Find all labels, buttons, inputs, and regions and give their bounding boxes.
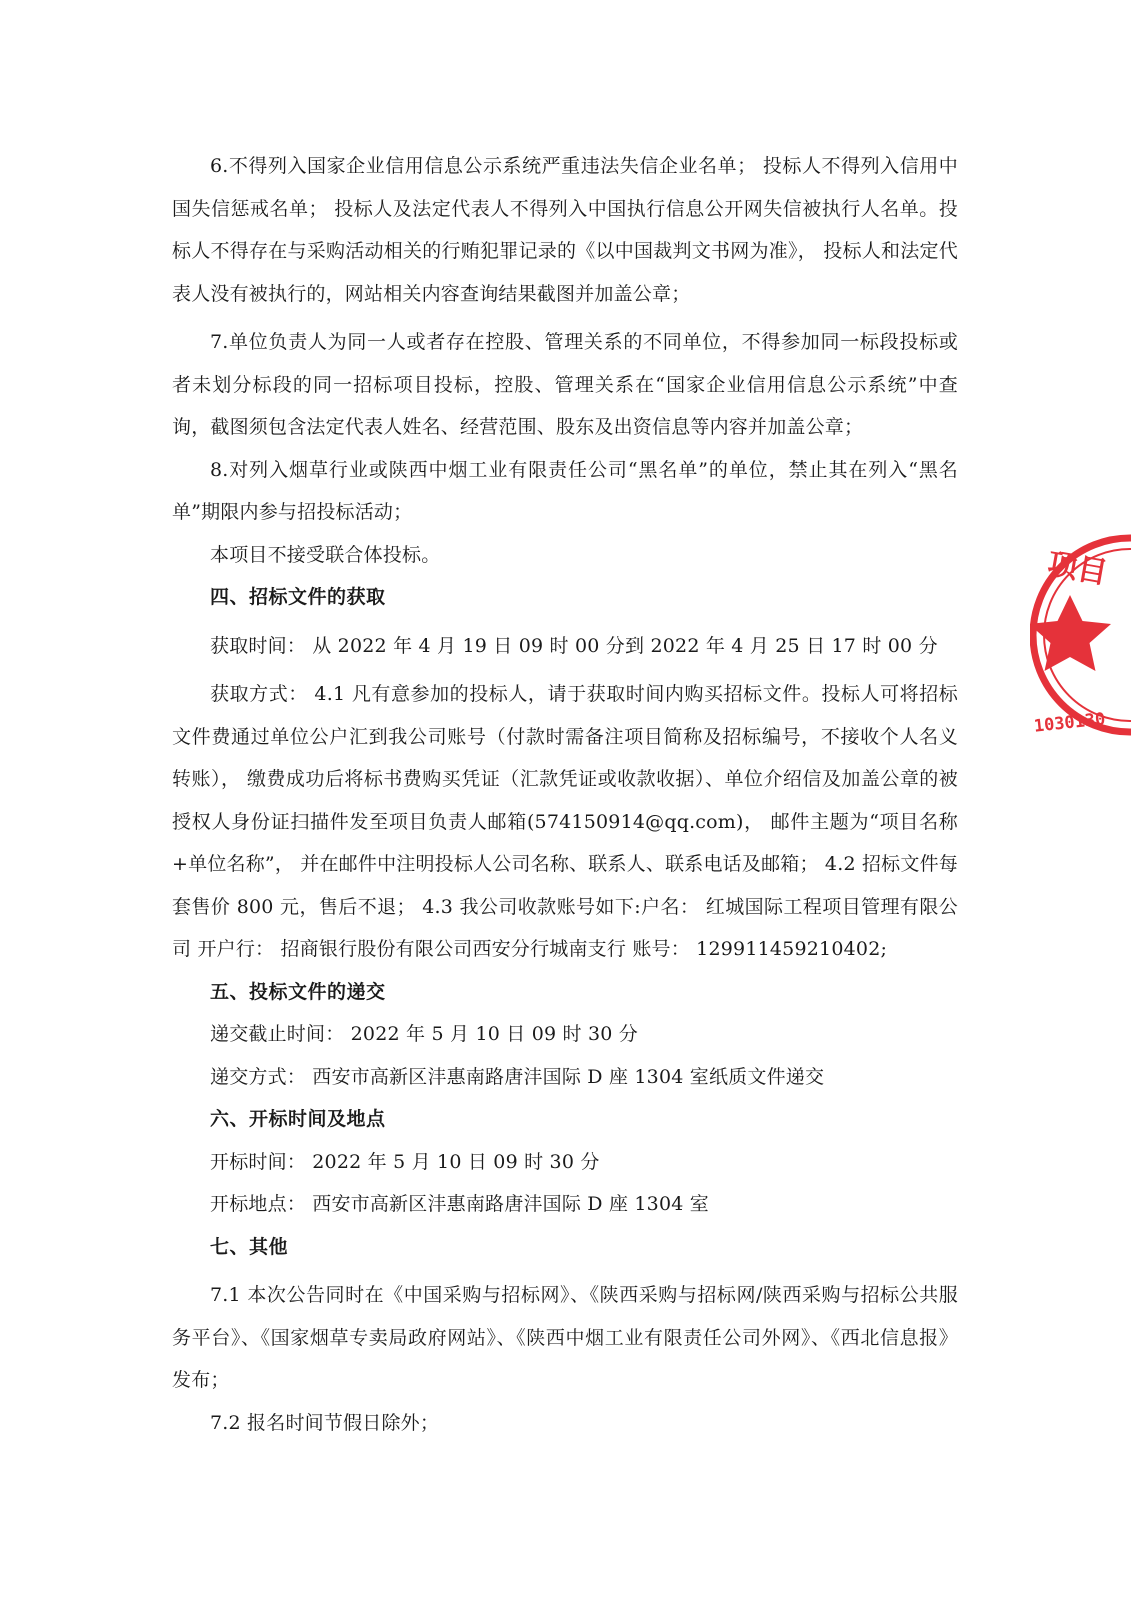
paragraph-get-time: 获取时间： 从 2022 年 4 月 19 日 09 时 00 分到 2022 年 4 月 25 日 17 时 00 分 — [210, 634, 938, 657]
paragraph-open-place: 开标地点： 西安市高新区沣惠南路唐沣国际 D 座 1304 室 — [210, 1193, 709, 1215]
seal-bottom-text: 1030130 — [1032, 709, 1107, 737]
paragraph-submit-method: 递交方式： 西安市高新区沣惠南路唐沣国际 D 座 1304 室纸质文件递交 — [210, 1065, 825, 1088]
section-heading-4: 四、招标文件的获取 — [210, 586, 386, 608]
paragraph-7-1: 7.1 本次公告同时在《中国采购与招标网》、《陕西采购与招标网/陕西采购与招标公共服务平台》、《国家烟草专卖局政府网站》、《陕西中烟工业有限责任公司外网》、《西北信息报》发布； — [172, 1284, 958, 1391]
paragraph-no-consortium: 本项目不接受联合体投标。 — [210, 543, 441, 566]
paragraph-open-time: 开标时间： 2022 年 5 月 10 日 09 时 30 分 — [210, 1150, 600, 1173]
document-body — [172, 145, 958, 1444]
section-heading-5: 五、投标文件的递交 — [210, 980, 386, 1003]
paragraph-get-method: 获取方式： 4.1 凡有意参加的投标人，请于获取时间内购买招标文件。投标人可将招标文件费通过单位公户汇到我公司账号（付款时需备注项目简称及招标编号，不接收个人名义转账）， 缴费成功后将标书费购买凭证（汇款凭证或收款收据）、单位介绍信及加盖公章的被授权人身份证扫描件发至项目负责人邮箱(574150914@qq.com)， 邮件主题为“项目名称+单位名称”， 并在邮件中注明投标人公司名称、联系人、联系电话及邮箱； 4.2 招标文件每套售价 800 元，售后不退； 4.3 我公司收款账号如下:户名： 红城国际工程项目管理有限公司 开户行： 招商银行股份有限公司西安分行城南支行 账号： 129911459210402; — [172, 683, 958, 960]
section-heading-6: 六、开标时间及地点 — [210, 1108, 386, 1130]
paragraph-item-7: 7.单位负责人为同一人或者存在控股、管理关系的不同单位，不得参加同一标段投标或者未划分标段的同一招标项目投标，控股、管理关系在“国家企业信用信息公示系统”中查询，截图须包含法定代表人姓名、经营范围、股东及出资信息等内容并加盖公章； — [172, 331, 958, 438]
seal-icon — [1030, 515, 1131, 755]
company-seal — [1030, 515, 1131, 755]
seal-top-text: 项目 — [1044, 546, 1111, 592]
paragraph-item-8: 8.对列入烟草行业或陕西中烟工业有限责任公司“黑名单”的单位，禁止其在列入“黑名单”期限内参与招投标活动； — [172, 458, 958, 523]
section-heading-7: 七、其他 — [210, 1235, 289, 1258]
paragraph-7-2: 7.2 报名时间节假日除外； — [210, 1411, 440, 1434]
paragraph-submit-deadline: 递交截止时间： 2022 年 5 月 10 日 09 时 30 分 — [210, 1023, 638, 1045]
paragraph-item-6: 6.不得列入国家企业信用信息公示系统严重违法失信企业名单； 投标人不得列入信用中国失信惩戒名单； 投标人及法定代表人不得列入中国执行信息公开网失信被执行人名单。投标人不得存在与采购活动相关的行贿犯罪记录的《以中国裁判文书网为准》， 投标人和法定代表人没有被执行的，网站相关内容查询结果截图并加盖公章； — [172, 155, 958, 305]
